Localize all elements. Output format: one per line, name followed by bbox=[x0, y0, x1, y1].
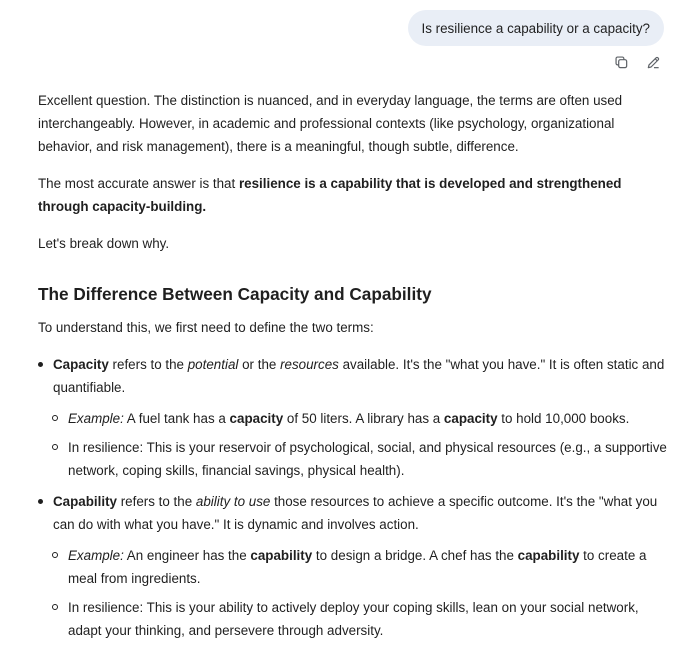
section-heading: The Difference Between Capacity and Capability bbox=[38, 284, 432, 304]
text: of 50 liters. A library has a bbox=[283, 411, 444, 426]
list-item-capacity-example bbox=[53, 407, 670, 430]
section-intro-text: To understand this, we first need to define the two terms: bbox=[38, 320, 374, 335]
list-item-capability bbox=[38, 490, 670, 642]
text: An engineer has the bbox=[123, 548, 251, 563]
text: to hold 10,000 books. bbox=[497, 411, 630, 426]
list-item-capacity-resilience bbox=[53, 436, 670, 482]
message-actions bbox=[612, 53, 662, 71]
answer-prefix: The most accurate answer is that bbox=[38, 176, 239, 191]
bold: capacity bbox=[229, 411, 284, 426]
copy-icon bbox=[614, 55, 629, 70]
text: to design a bridge. A chef has the bbox=[312, 548, 518, 563]
edit-button[interactable] bbox=[644, 53, 662, 71]
answer-paragraph bbox=[38, 172, 670, 218]
emph: potential bbox=[187, 357, 239, 372]
capability-sublist bbox=[53, 544, 670, 642]
copy-button[interactable] bbox=[612, 53, 630, 71]
example-label: Example: bbox=[68, 548, 124, 563]
example-label: Example: bbox=[68, 411, 124, 426]
bold: capacity bbox=[443, 411, 498, 426]
bold: capability bbox=[250, 548, 313, 563]
text: available. It's the "what you have." It is often static and quantifiable. bbox=[53, 357, 665, 395]
intro-text: Excellent question. The distinction is nuanced, and in everyday language, the terms are often used interchangeably. However, in academic and professional contexts (like psychology, organizational behavior, and risk management), there is a meaningful, though subtle, difference. bbox=[38, 93, 623, 154]
term-capacity: Capacity bbox=[53, 357, 109, 372]
text: refers to the bbox=[108, 357, 188, 372]
bold: capability bbox=[517, 548, 580, 563]
answer-bold: resilience is a capability that is developed and strengthened through capacity-building. bbox=[38, 176, 622, 214]
text: A fuel tank has a bbox=[123, 411, 230, 426]
section-intro bbox=[38, 316, 670, 339]
list-item-capacity bbox=[38, 353, 670, 482]
text: to create a meal from ingredients. bbox=[68, 548, 647, 586]
breakdown-text: Let's break down why. bbox=[38, 236, 170, 251]
capacity-sublist bbox=[53, 407, 670, 482]
breakdown-paragraph bbox=[38, 232, 670, 255]
text: or the bbox=[238, 357, 281, 372]
user-message-bubble bbox=[408, 10, 665, 46]
term-capability: Capability bbox=[53, 494, 117, 509]
text: those resources to achieve a specific outcome. It's the "what you can do with what you have." It is dynamic and involves action. bbox=[53, 494, 658, 532]
text: In resilience: This is your ability to actively deploy your coping skills, lean on your social network, adapt your thinking, and persevere through adversity. bbox=[68, 600, 639, 638]
emph: resources bbox=[280, 357, 339, 372]
list-item-capability-example bbox=[53, 544, 670, 590]
edit-pencil-icon bbox=[646, 55, 661, 70]
user-message-text: Is resilience a capability or a capacity? bbox=[421, 20, 650, 36]
text: In resilience: This is your reservoir of psychological, social, and physical resources (e.g., a supportive network, coping skills, financial savings, physical health). bbox=[68, 440, 667, 478]
emph: ability to use bbox=[195, 494, 271, 509]
intro-paragraph bbox=[38, 89, 670, 158]
definitions-list bbox=[38, 353, 670, 642]
assistant-response bbox=[38, 89, 670, 650]
text: refers to the bbox=[117, 494, 196, 509]
list-item-capability-resilience bbox=[53, 596, 670, 642]
